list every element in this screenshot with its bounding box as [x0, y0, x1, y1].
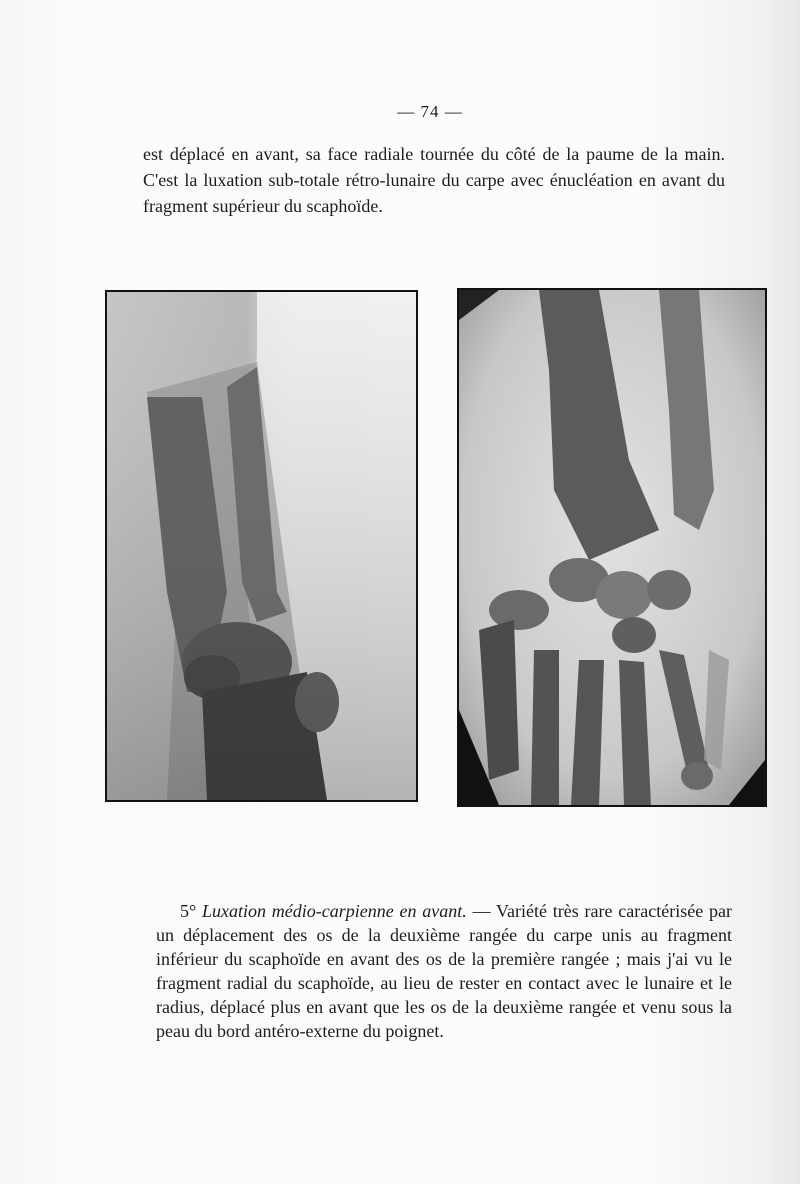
page-number: — 74 — — [397, 102, 463, 121]
top-paragraph — [143, 141, 725, 219]
section-dash: — — [466, 901, 497, 921]
top-paragraph-text: est déplacé en avant, sa face radiale tournée du côté de la paume de la main. C'est la luxation sub-totale rétro-lunaire du carpe avec énucléation en avant du fragment supérieur du scaphoïde. — [143, 144, 725, 216]
xray-frontal-image — [459, 290, 765, 805]
bottom-paragraph — [156, 899, 732, 1043]
section-body: Variété très rare caractérisée par un déplacement des os de la deuxième rangée du carpe unis au fragment inférieur du scaphoïde en avant des os de la première rangée ; mais j'ai vu le fragment radial du scaphoïde, au lieu de rester en contact avec le lunaire et le radius, déplacé plus en avant que les os de la deuxième rangée et venu sous la peau du bord antéro-externe du poignet. — [156, 901, 732, 1041]
xray-lateral-image — [107, 292, 416, 800]
section-number: 5° — [180, 901, 202, 921]
xray-frontal-figure — [457, 288, 767, 807]
xray-lateral-figure — [105, 290, 418, 802]
section-title: Luxation médio-carpienne en avant. — [201, 901, 467, 921]
